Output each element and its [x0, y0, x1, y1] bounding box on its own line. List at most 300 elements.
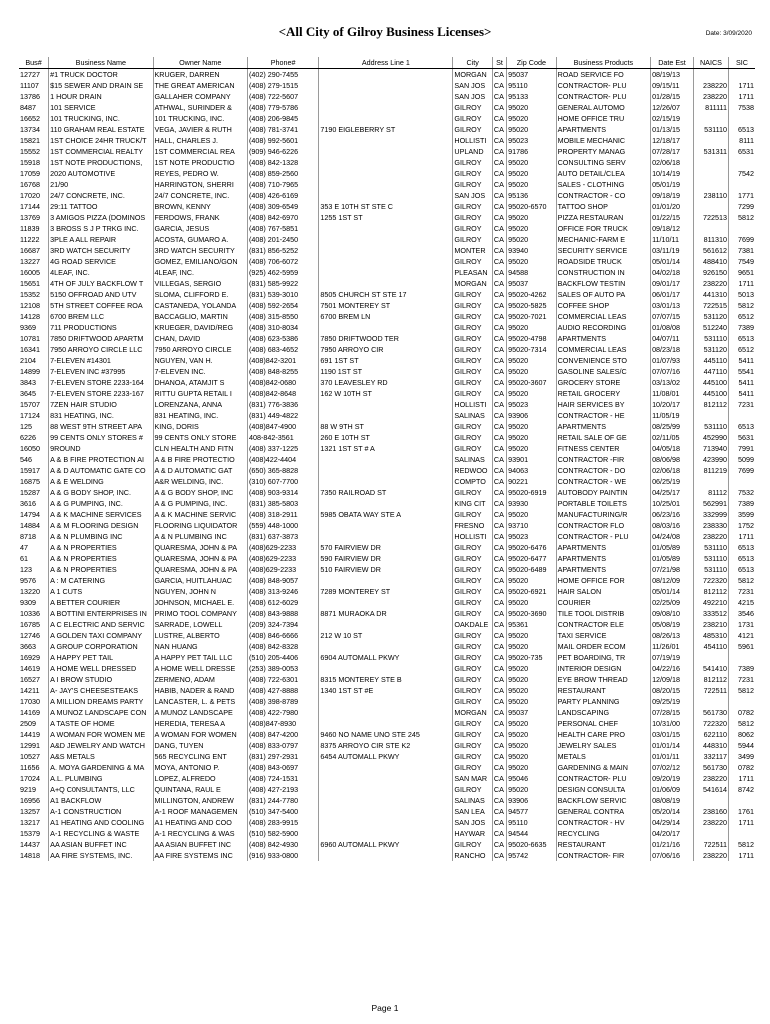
cell-naics: 238220	[693, 80, 728, 91]
column-header-owner-name: Owner Name	[153, 57, 247, 69]
cell-city: GILROY	[453, 234, 493, 245]
cell-state: CA	[492, 91, 506, 102]
cell-owner-name: A & B FIRE PROTECTIO	[153, 454, 247, 465]
cell-phone: (408) 309-6549	[247, 201, 318, 212]
table-row	[19, 619, 755, 630]
cell-zip: 95020	[507, 443, 556, 454]
cell-zip: 95023	[507, 399, 556, 410]
cell-bus-number: 15287	[20, 488, 40, 497]
table-row	[19, 212, 755, 223]
table-body	[19, 69, 755, 862]
cell-zip: 94063	[507, 465, 556, 476]
cell-address: 1255 1ST ST	[319, 212, 453, 223]
table-row	[19, 410, 755, 421]
cell-business-products: RETAIL GROCERY	[556, 388, 650, 399]
cell-date-est: 09/20/19	[651, 773, 694, 784]
cell-address: 9460 NO NAME UNO STE 245	[319, 729, 453, 740]
cell-city: GILROY	[453, 443, 493, 454]
cell-naics: 332999	[693, 509, 728, 520]
cell-state: CA	[492, 377, 506, 388]
cell-business-products: CONTRACTOR - CO	[556, 190, 650, 201]
cell-phone: (510) 205-4406	[247, 652, 318, 663]
cell-address	[319, 696, 453, 707]
table-row	[19, 300, 755, 311]
table-row	[19, 355, 755, 366]
cell-business-products: HEALTH CARE PRO	[556, 729, 650, 740]
cell-business-name: 3PLE A ALL REPAIR	[49, 234, 153, 245]
cell-business-products: MOBILE MECHANIC	[556, 135, 650, 146]
cell-state: CA	[492, 751, 506, 762]
cell-business-products: APARTMENTS	[556, 542, 650, 553]
cell-city: FRESNO	[453, 520, 493, 531]
cell-naics: 448310	[693, 740, 728, 751]
cell-business-products: GENERAL CONTRA	[556, 806, 650, 817]
cell-sic: 0782	[729, 707, 755, 718]
column-header-business-name: Business Name	[49, 57, 153, 69]
cell-date-est: 05/01/19	[651, 179, 694, 190]
cell-naics: 512240	[693, 322, 728, 333]
cell-naics: 562991	[693, 498, 728, 509]
table-row	[19, 124, 755, 135]
cell-zip: 95020	[507, 641, 556, 652]
cell-date-est: 04/02/18	[651, 267, 694, 278]
table-row	[19, 718, 755, 729]
cell-city: SALINAS	[453, 454, 493, 465]
cell-phone: (916) 933-0800	[247, 850, 318, 861]
cell-phone: (408) 318-2911	[247, 509, 318, 520]
cell-address	[319, 663, 453, 674]
cell-naics: 713940	[693, 443, 728, 454]
cell-bus-number: 16005	[20, 268, 40, 277]
cell-naics: 238110	[693, 190, 728, 201]
cell-sic: 4215	[729, 597, 755, 608]
cell-business-name: A & B FIRE PROTECTION AI	[49, 454, 153, 465]
cell-zip: 95037	[507, 278, 556, 289]
cell-naics: 926150	[693, 267, 728, 278]
cell-business-products: HAIR SALON	[556, 586, 650, 597]
cell-city: GILROY	[453, 674, 493, 685]
cell-sic: 7538	[729, 102, 755, 113]
table-row	[19, 102, 755, 113]
cell-date-est: 01/06/09	[651, 784, 694, 795]
cell-zip: 95020	[507, 751, 556, 762]
cell-business-name: #1 TRUCK DOCTOR	[49, 69, 153, 81]
cell-city: SALINAS	[453, 410, 493, 421]
cell-business-name: 1 HOUR DRAIN	[49, 91, 153, 102]
cell-bus-number: 14437	[20, 840, 40, 849]
table-row	[19, 762, 755, 773]
cell-address	[319, 91, 453, 102]
cell-owner-name: FLOORING LIQUIDATOR	[153, 520, 247, 531]
cell-sic: 6512	[729, 344, 755, 355]
cell-business-name: A : M CATERING	[49, 575, 153, 586]
table-row	[19, 179, 755, 190]
cell-city: GILROY	[453, 762, 493, 773]
table-row	[19, 421, 755, 432]
cell-city: GILROY	[453, 377, 493, 388]
cell-business-name: A+Q C0NSULTANTS, LLC	[49, 784, 153, 795]
cell-business-name: A&S METALS	[49, 751, 153, 762]
cell-bus-number: 16929	[20, 653, 40, 662]
cell-date-est: 07/28/17	[651, 146, 694, 157]
cell-owner-name: MILLINGTON, ANDREW	[153, 795, 247, 806]
cell-bus-number: 11107	[20, 81, 39, 90]
cell-city: GILROY	[453, 597, 493, 608]
cell-zip: 95136	[507, 190, 556, 201]
cell-business-name: 2020 AUTOMOTIVE	[49, 168, 153, 179]
cell-address	[319, 410, 453, 421]
cell-city: GILROY	[453, 366, 493, 377]
cell-phone: (408) 315-8550	[247, 311, 318, 322]
cell-bus-number: 14899	[20, 367, 40, 376]
cell-owner-name: RITTU GUPTA RETAIL I	[153, 388, 247, 399]
cell-naics: 531110	[693, 333, 728, 344]
cell-bus-number: 15552	[20, 147, 40, 156]
table-row	[19, 751, 755, 762]
cell-city: GILROY	[453, 289, 493, 300]
cell-zip: 95020	[507, 509, 556, 520]
cell-business-name: 3RD WATCH SECURITY	[49, 245, 153, 256]
cell-date-est: 05/20/14	[651, 806, 694, 817]
cell-sic: 5961	[729, 641, 755, 652]
cell-state: CA	[492, 344, 506, 355]
cell-owner-name: ATHWAL, SURINDER &	[153, 102, 247, 113]
cell-business-products: ROADSIDE TRUCK	[556, 256, 650, 267]
cell-sic: 1711	[729, 91, 755, 102]
cell-bus-number: 16341	[20, 345, 40, 354]
cell-bus-number: 8487	[20, 103, 36, 112]
cell-sic: 5812	[729, 575, 755, 586]
cell-business-name: 3 BROSS S J P TRKG INC.	[49, 223, 153, 234]
cell-phone: (408) 310-8034	[247, 322, 318, 333]
cell-address	[319, 135, 453, 146]
cell-bus-number: 11839	[20, 224, 40, 233]
cell-bus-number: 9309	[20, 598, 36, 607]
cell-state: CA	[492, 707, 506, 718]
table-row	[19, 608, 755, 619]
cell-phone: (925) 462-5959	[247, 267, 318, 278]
cell-bus-number: 17059	[20, 169, 40, 178]
cell-zip: 95020-3607	[507, 377, 556, 388]
cell-state: CA	[492, 608, 506, 619]
cell-owner-name: CASTANEDA, YOLANDA	[153, 300, 247, 311]
cell-business-name: A & N PLUMBING INC	[49, 531, 153, 542]
table-row	[19, 113, 755, 124]
cell-date-est: 01/21/16	[651, 839, 694, 850]
cell-zip: 95020	[507, 685, 556, 696]
cell-address	[319, 245, 453, 256]
cell-owner-name: GALLAHER COMPANY	[153, 91, 247, 102]
cell-city: SAN JOS	[453, 817, 493, 828]
cell-state: CA	[492, 157, 506, 168]
cell-owner-name: QUINTANA, RAUL E	[153, 784, 247, 795]
cell-business-name: A MUNOZ LANDSCAPE CON	[49, 707, 153, 718]
cell-business-products: JEWELRY SALES	[556, 740, 650, 751]
cell-owner-name: HARRINGTON, SHERRI	[153, 179, 247, 190]
cell-city: GILROY	[453, 839, 493, 850]
cell-naics: 445110	[693, 355, 728, 366]
cell-business-name: 7-ELEVEN STORE 2233-164	[49, 377, 153, 388]
cell-date-est: 01/28/15	[651, 91, 694, 102]
table-row	[19, 663, 755, 674]
cell-phone: (408) 706-6072	[247, 256, 318, 267]
cell-address	[319, 806, 453, 817]
cell-sic: 5411	[729, 377, 755, 388]
cell-naics: 811111	[693, 102, 728, 113]
cell-business-products: PET BOARDING, TR	[556, 652, 650, 663]
cell-bus-number: 17144	[20, 202, 40, 211]
cell-naics: 423990	[693, 454, 728, 465]
cell-address	[319, 179, 453, 190]
cell-business-products: CONTRACTOR - HE	[556, 410, 650, 421]
cell-naics: 722515	[693, 300, 728, 311]
column-header-business-products: Business Products	[556, 57, 650, 69]
table-row	[19, 135, 755, 146]
cell-address: 6700 BREM LN	[319, 311, 453, 322]
cell-date-est: 09/25/19	[651, 696, 694, 707]
cell-naics: 722513	[693, 212, 728, 223]
cell-business-name: 4G ROAD SERVICE	[49, 256, 153, 267]
cell-date-est: 04/25/17	[651, 487, 694, 498]
cell-state: CA	[492, 619, 506, 630]
cell-business-products: PARTY PLANNING	[556, 696, 650, 707]
column-header-naics: NAICS	[693, 57, 728, 69]
cell-address: 6454 AUTOMALL PKWY	[319, 751, 453, 762]
cell-owner-name: A HAPPY PET TAIL LLC	[153, 652, 247, 663]
cell-state: CA	[492, 795, 506, 806]
cell-business-name: A1 BACKFLOW	[49, 795, 153, 806]
table-row	[19, 322, 755, 333]
table-row	[19, 773, 755, 784]
cell-business-products: TAXI SERVICE	[556, 630, 650, 641]
cell-date-est: 02/06/18	[651, 157, 694, 168]
table-row	[19, 168, 755, 179]
cell-sic: 7991	[729, 443, 755, 454]
cell-phone: (831) 539-3010	[247, 289, 318, 300]
cell-bus-number: 14619	[20, 664, 40, 673]
cell-sic: 7532	[729, 487, 755, 498]
cell-business-name: A. MOYA GARDENING & MA	[49, 762, 153, 773]
cell-address: 8375 ARROYO CIR STE K2	[319, 740, 453, 751]
cell-naics: 238330	[693, 520, 728, 531]
table-row	[19, 377, 755, 388]
cell-sic: 7389	[729, 322, 755, 333]
cell-bus-number: 14794	[20, 510, 40, 519]
cell-address	[319, 718, 453, 729]
cell-sic: 8111	[729, 135, 755, 146]
cell-business-products: APARTMENTS	[556, 564, 650, 575]
cell-state: CA	[492, 113, 506, 124]
table-row	[19, 586, 755, 597]
cell-address	[319, 773, 453, 784]
cell-bus-number: 17030	[20, 697, 40, 706]
cell-state: CA	[492, 773, 506, 784]
cell-state: CA	[492, 685, 506, 696]
cell-owner-name: A1 HEATING AND COO	[153, 817, 247, 828]
cell-address: 6904 AUTOMALL PKWY	[319, 652, 453, 663]
cell-zip: 95020	[507, 366, 556, 377]
cell-phone: (831) 585-9922	[247, 278, 318, 289]
cell-city: GILROY	[453, 641, 493, 652]
cell-zip: 95020	[507, 674, 556, 685]
cell-business-name: A HOME WELL DRESSED	[49, 663, 153, 674]
cell-naics	[693, 113, 728, 124]
cell-state: CA	[492, 553, 506, 564]
cell-naics	[693, 795, 728, 806]
cell-sic: 0782	[729, 762, 755, 773]
cell-city: GILROY	[453, 421, 493, 432]
cell-bus-number: 8718	[20, 532, 36, 541]
cell-address: 7850 DRIFTWOOD TER	[319, 333, 453, 344]
cell-date-est: 08/12/09	[651, 575, 694, 586]
cell-zip: 95037	[507, 707, 556, 718]
cell-address	[319, 223, 453, 234]
cell-address	[319, 190, 453, 201]
cell-address	[319, 168, 453, 179]
cell-naics	[693, 179, 728, 190]
cell-owner-name: A HOME WELL DRESSE	[153, 663, 247, 674]
table-row	[19, 531, 755, 542]
cell-business-products: CONTRACTOR- PLU	[556, 80, 650, 91]
cell-bus-number: 10527	[20, 752, 40, 761]
cell-zip: 95110	[507, 817, 556, 828]
cell-state: CA	[492, 520, 506, 531]
cell-state: CA	[492, 454, 506, 465]
cell-bus-number: 14169	[20, 708, 40, 717]
cell-date-est: 08/19/13	[651, 69, 694, 81]
cell-city: GILROY	[453, 355, 493, 366]
cell-city: GILROY	[453, 223, 493, 234]
cell-state: CA	[492, 674, 506, 685]
cell-city: GILROY	[453, 256, 493, 267]
cell-owner-name: GOMEZ, EMILIANO/GON	[153, 256, 247, 267]
cell-phone: (408)629-2233	[247, 564, 318, 575]
cell-address: 691 1ST ST	[319, 355, 453, 366]
cell-naics	[693, 168, 728, 179]
cell-naics: 561612	[693, 245, 728, 256]
cell-business-products: CONTRACTOR- PLU	[556, 91, 650, 102]
table-row	[19, 542, 755, 553]
cell-business-name: A TASTE OF HOME	[49, 718, 153, 729]
cell-owner-name: QUARESMA, JOHN & PA	[153, 542, 247, 553]
cell-state: CA	[492, 509, 506, 520]
cell-business-name: 7-ELEVEN STORE 2233-167	[49, 388, 153, 399]
cell-city: GILROY	[453, 432, 493, 443]
cell-phone: (408) 427-8888	[247, 685, 318, 696]
cell-business-name: A 1 CUTS	[49, 586, 153, 597]
cell-business-name: A BOTTINI ENTERPRISES IN	[49, 608, 153, 619]
table-row	[19, 190, 755, 201]
cell-zip: 94588	[507, 267, 556, 278]
cell-business-products: AUTOBODY PAINTIN	[556, 487, 650, 498]
cell-zip: 95742	[507, 850, 556, 861]
cell-naics: 531110	[693, 542, 728, 553]
cell-city: GILROY	[453, 212, 493, 223]
cell-bus-number: 14128	[20, 312, 40, 321]
cell-business-products: CONVENIENCE STO	[556, 355, 650, 366]
cell-date-est: 06/25/19	[651, 476, 694, 487]
cell-date-est: 05/08/19	[651, 619, 694, 630]
cell-phone: (650) 365-8828	[247, 465, 318, 476]
cell-owner-name: SLOMA, CLIFFORD E.	[153, 289, 247, 300]
cell-city: GILROY	[453, 157, 493, 168]
cell-date-est: 12/09/18	[651, 674, 694, 685]
cell-state: CA	[492, 740, 506, 751]
cell-city: COMPTO	[453, 476, 493, 487]
cell-phone: (408)629-2233	[247, 542, 318, 553]
cell-zip: 95020	[507, 718, 556, 729]
table-row	[19, 696, 755, 707]
cell-zip: 95020	[507, 729, 556, 740]
cell-owner-name: BACCAGLIO, MARTIN	[153, 311, 247, 322]
cell-city: HOLLISTI	[453, 135, 493, 146]
cell-owner-name: A & G BODY SHOP, INC	[153, 487, 247, 498]
cell-business-products: BACKFLOW TESTIN	[556, 278, 650, 289]
cell-business-name: A & D AUTOMATIC GATE CO	[49, 465, 153, 476]
cell-date-est: 07/21/98	[651, 564, 694, 575]
report-title: <All City of Gilroy Business Licenses>	[278, 24, 492, 39]
cell-zip: 91786	[507, 146, 556, 157]
cell-bus-number: 13734	[20, 125, 40, 134]
cell-phone: (831) 776-3836	[247, 399, 318, 410]
cell-business-products: CONTRACTOR -FIR	[556, 454, 650, 465]
cell-zip: 95020	[507, 663, 556, 674]
cell-business-products: APARTMENTS	[556, 124, 650, 135]
cell-city: GILROY	[453, 608, 493, 619]
cell-owner-name: 565 RECYCLING ENT	[153, 751, 247, 762]
cell-city: GILROY	[453, 575, 493, 586]
cell-owner-name: 101 TRUCKING, INC.	[153, 113, 247, 124]
cell-business-name: A GROUP CORPORATION	[49, 641, 153, 652]
column-header-date-est: Date Est	[651, 57, 694, 69]
cell-naics: 531120	[693, 344, 728, 355]
cell-sic: 7699	[729, 234, 755, 245]
cell-naics: 622110	[693, 729, 728, 740]
cell-bus-number: 15352	[20, 290, 40, 299]
table-row	[19, 740, 755, 751]
cell-city: GILROY	[453, 685, 493, 696]
cell-phone: (408) 779-5786	[247, 102, 318, 113]
table-row	[19, 498, 755, 509]
cell-date-est: 07/07/16	[651, 366, 694, 377]
cell-owner-name: A & D AUTOMATIC GAT	[153, 465, 247, 476]
cell-business-name: A & N PROPERTIES	[49, 542, 153, 553]
cell-bus-number: 13257	[20, 807, 40, 816]
cell-city: GILROY	[453, 509, 493, 520]
cell-owner-name: BROWN, KENNY	[153, 201, 247, 212]
cell-state: CA	[492, 267, 506, 278]
cell-zip: 95110	[507, 80, 556, 91]
cell-owner-name: 7950 ARROYO CIRCLE	[153, 344, 247, 355]
cell-sic: 6513	[729, 542, 755, 553]
cell-bus-number: 3645	[20, 389, 36, 398]
cell-business-products: INTERIOR DESIGN	[556, 663, 650, 674]
table-row	[19, 388, 755, 399]
cell-business-products: CONTRACTOR ELE	[556, 619, 650, 630]
cell-date-est: 02/15/19	[651, 113, 694, 124]
cell-address	[319, 641, 453, 652]
cell-address	[319, 256, 453, 267]
cell-business-name: A BETTER COURIER	[49, 597, 153, 608]
table-row	[19, 201, 755, 212]
cell-zip: 95020	[507, 322, 556, 333]
cell-zip: 94544	[507, 828, 556, 839]
cell-zip: 95046	[507, 773, 556, 784]
cell-zip: 95023	[507, 135, 556, 146]
cell-address	[319, 575, 453, 586]
cell-address: 1190 1ST ST	[319, 366, 453, 377]
cell-zip: 95020	[507, 355, 556, 366]
